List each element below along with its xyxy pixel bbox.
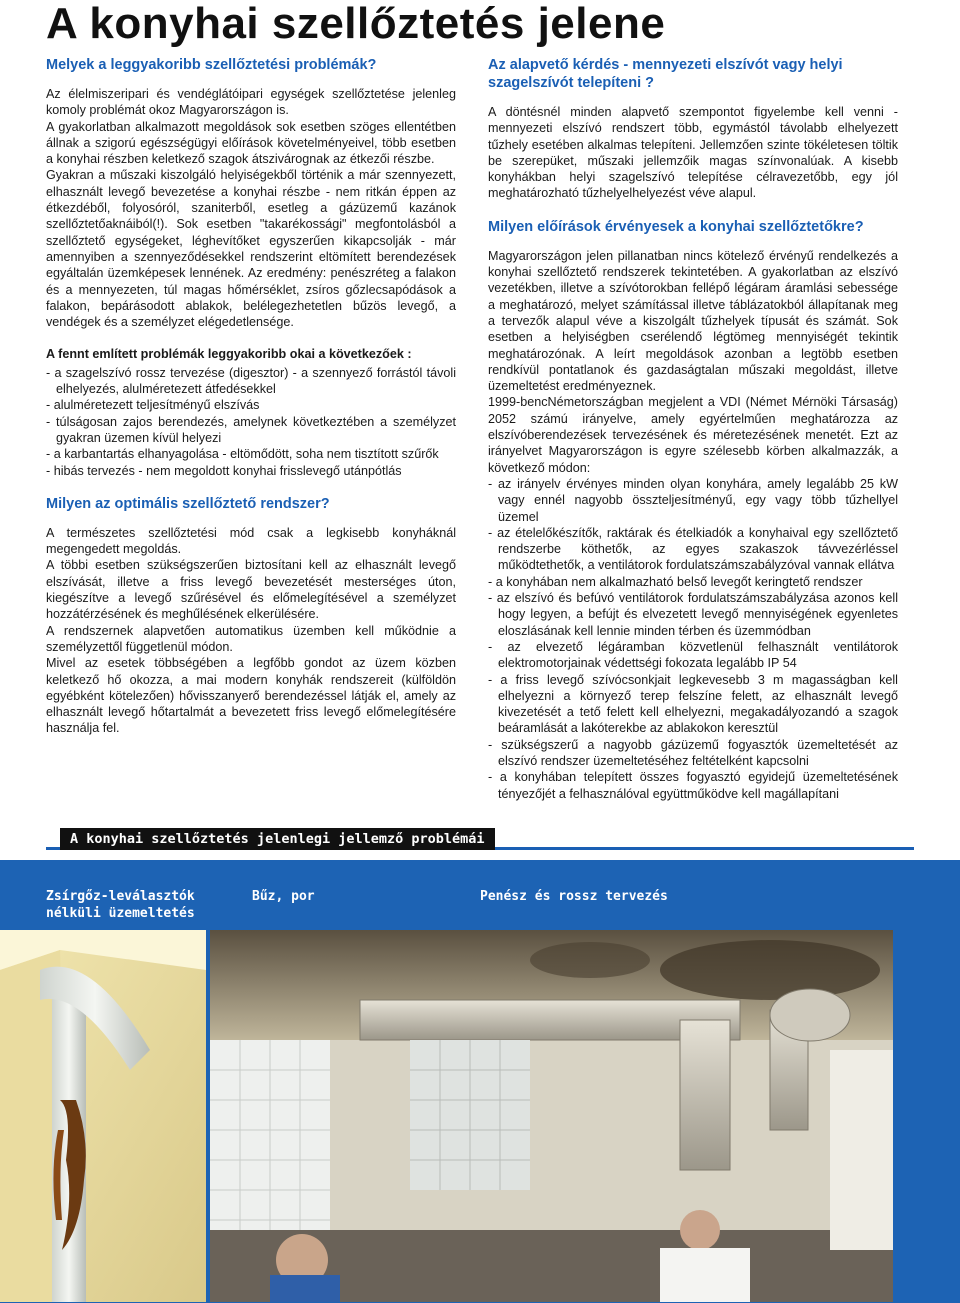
list-item: - a karbantartás elhanyagolása - eltömődött, soha nem tisztított szűrők <box>46 447 439 462</box>
paragraph: 1999-bencNémetországban megjelent a VDI (Német Mérnöki Társaság) 2052 számú irányelve, amely egyértelműen meghatározza az elszívóberendezések tervezésének és méretezésének menetét. Ezt az irányelvet Magyarországon is egyre szélesebb körben alkalmazzák, a következő módon: <box>488 395 898 475</box>
kitchen-image <box>210 930 893 1302</box>
list-item: - a szagelszívó rossz tervezése (digesztor) - a szennyező forrástól távoli elhelyezés, alulméretezett átfedésekkel <box>46 365 456 397</box>
list-item: - hibás tervezés - nem megoldott konyhai frisslevegő utánpótlás <box>46 463 402 478</box>
section-heading-basic-question: Az alapvető kérdés - mennyezeti elszívót vagy helyi szagelszívót telepíteni ? <box>488 57 843 91</box>
page-title: A konyhai szellőztetés jelene <box>46 0 666 48</box>
list-item: - az elvezető légáramban közvetlenül felhasznált ventilátorok elektromotorjainak védettségi fokozata legalább IP 54 <box>488 639 898 671</box>
paragraph: Gyakran a műszaki kiszolgáló helyiségekből történik a már szennyezett, elhasznált levegő bevezetése a konyhai részbe - nem ritkán éppen az étkezdéből, folyosóról, szaniterből, esetleg a gázüzemű kazánok szellőztetőaknáiból(!). Sok esetben "takarékossági" megfontolásból a szellőztető egységeket, léghevítőket egyszerűen kikapcsolják - már amennyiben a szennyeződésekkel rendszerint eltömített berendezések egyáltalán üzemképesek lennének. Az eredmény: penészréteg a falakon és a mennyezeten, túl magas hőmérséklet, zsíros gőzlecsapódások a falakon, bepárásodott ablakok, belélegezhetetlen bűzös levegő, a vendégek és a személyzet elégedetlensége. <box>46 168 456 330</box>
banner-title: A konyhai szellőztetés jelenlegi jellemző problémái <box>60 828 495 850</box>
paragraph: A többi esetben szükségszerűen biztosítani kell az elhasznált levegő elszívását, illetve a friss levegő bevezetését mesterséges úton, kiegészítve a levegő szűrésével és előmelegítésével a személyzet hozzátérzésének és meghűlésének elkerülésére. <box>46 558 456 622</box>
paragraph: A természetes szellőztetési mód csak a legkisebb konyháknál megengedett megoldás. <box>46 525 456 557</box>
list-item: - a friss levegő szívócsonkjait legkevesebb 3 m magasságban kell elhelyezni a környező terep felszíne felett, az elhasznált levegő kivezetését a tető felett kell elhelyezni, megakadályozandó a szagok beáramlását a lakóterekbe az ablakokon keresztül <box>488 672 898 736</box>
causes-heading: A fennt említett problémák leggyakoribb okai a következőek : <box>46 347 412 362</box>
list-item: - túlságosan zajos berendezés, amelynek következtében a személyzet gyakran üzemen kívül helyezi <box>46 414 456 445</box>
photo-kitchen <box>210 930 893 1302</box>
list-item: - az irányelv érvényes minden olyan konyhára, amely legalább 25 kW vagy ennél nagyobb összteljesítményű, egy vagy több tűzhellyel üzemel <box>488 476 898 524</box>
paragraph: A döntésnél minden alapvető szempontot figyelembe kell venni - mennyezeti elszívó rendszert több, egymástól távolabb elhelyezett tűzhely esetében alkalmas telepíteni. Jellemzően szinte tökéletesen töltik be szerepüket, műszaki jellemzőik magas színvonalúak. A kisebb konyhákban helyi szagelszívó telepítése célravezetőbb, egy jól meghatározható tűzhelyelhelyezést véve alapul. <box>488 105 898 201</box>
list-item: - szükségszerű a nagyobb gázüzemű fogyasztók üzemeltetését az elszívó rendszer üzemeltetéséhez feltételként kapcsolni <box>488 737 898 768</box>
list-item: - az ételelőkészítők, raktárak és ételkiadók a konyhaival egy szellőztető rendszerbe köthetők, az egyes szakaszok távvezérléssel működtethetők, a ventilátorok fordulatszámszabályzóval vannak ellátva <box>488 525 898 573</box>
caption-grease: Zsírgőz-leválasztók nélküli üzemeltetés <box>46 889 195 921</box>
list-item: - alulméretezett teljesítményű elszívás <box>46 398 260 413</box>
section-heading-problems: Melyek a leggyakoribb szellőztetési problémák? <box>46 57 377 73</box>
paragraph: A gyakorlatban alkalmazott megoldások sok esetben szöges ellentétben állnak a szigorú egészségügyi előírások követelményeivel, több esetben a konyhai részben keletkező szagok átszivárognak az étkezői részbe. <box>46 119 456 167</box>
section-heading-optimal: Milyen az optimális szellőztető rendszer? <box>46 495 330 512</box>
section-heading-regulations: Milyen előírások érvényesek a konyhai szellőztetőkre? <box>488 218 864 235</box>
causes-list <box>46 365 456 479</box>
problems-banner <box>46 828 914 848</box>
photo-grease-stain <box>0 930 206 1302</box>
grease-stain-image <box>0 930 206 1302</box>
paragraph: Az élelmiszeripari és vendéglátóipari egységek szellőztetése jelenleg komoly problémát okoz Magyarországon is. <box>46 87 456 118</box>
caption-odor-dust: Bűz, por <box>252 889 315 904</box>
left-column <box>46 56 456 737</box>
list-item: - az elszívó és befúvó ventilátorok fordulatszámszabályzása azonos kell hogy legyen, a befújt és elvezetett levegő mennyiségének egyenletes eloszlásának kell lennie minden térben és üzemmódban <box>488 591 898 638</box>
caption-mold: Penész és rossz tervezés <box>480 889 668 904</box>
paragraph: Mivel az esetek többségében a legfőbb gondot az üzem közben keletkező hő okozza, a mai modern konyhák rendszereit (külföldön egyébként kötelezően) hővisszanyerő berendezéssel látják el, amely az elhasznált levegő hőtartalmát a bevezetett friss levegő előmelegítésére használja fel. <box>46 656 456 736</box>
paragraph: A rendszernek alapvetően automatikus üzemben kell működnie a személyzettől függetlenül módon. <box>46 623 456 654</box>
paragraph: Magyarországon jelen pillanatban nincs kötelező érvényű rendelkezés a konyhai szellőztető rendszerek tekintetében. A gyakorlatban az elszívó vezetékben, illetve a szívótorokban fellépő légáram áramlási sebessége a meghatározó, melyet számítással illetve táblázatokból állapítanak meg a tervezők alapul véve a kiszolgált tűzhelyek típusát és számát. Sok esetben a helyiségben cserélendő légtömeg mennyiségét tekintik meghatározónak. A leírt megoldások azonban a legtöbb esetben rendkívül pontatlanok és gazdaságtalan műszaki megoldást, illetve üzemeltetést eredményeznek. <box>488 248 898 394</box>
rules-list <box>488 476 898 802</box>
list-item: - a konyhában nem alkalmazható belső levegőt keringtető rendszer <box>488 574 863 589</box>
list-item: - a konyhában telepített összes fogyasztó egyidejű üzemeltetésének tényezőjét a felhasználóval együttműködve kell magállapítani <box>488 770 898 801</box>
right-column <box>488 56 898 802</box>
